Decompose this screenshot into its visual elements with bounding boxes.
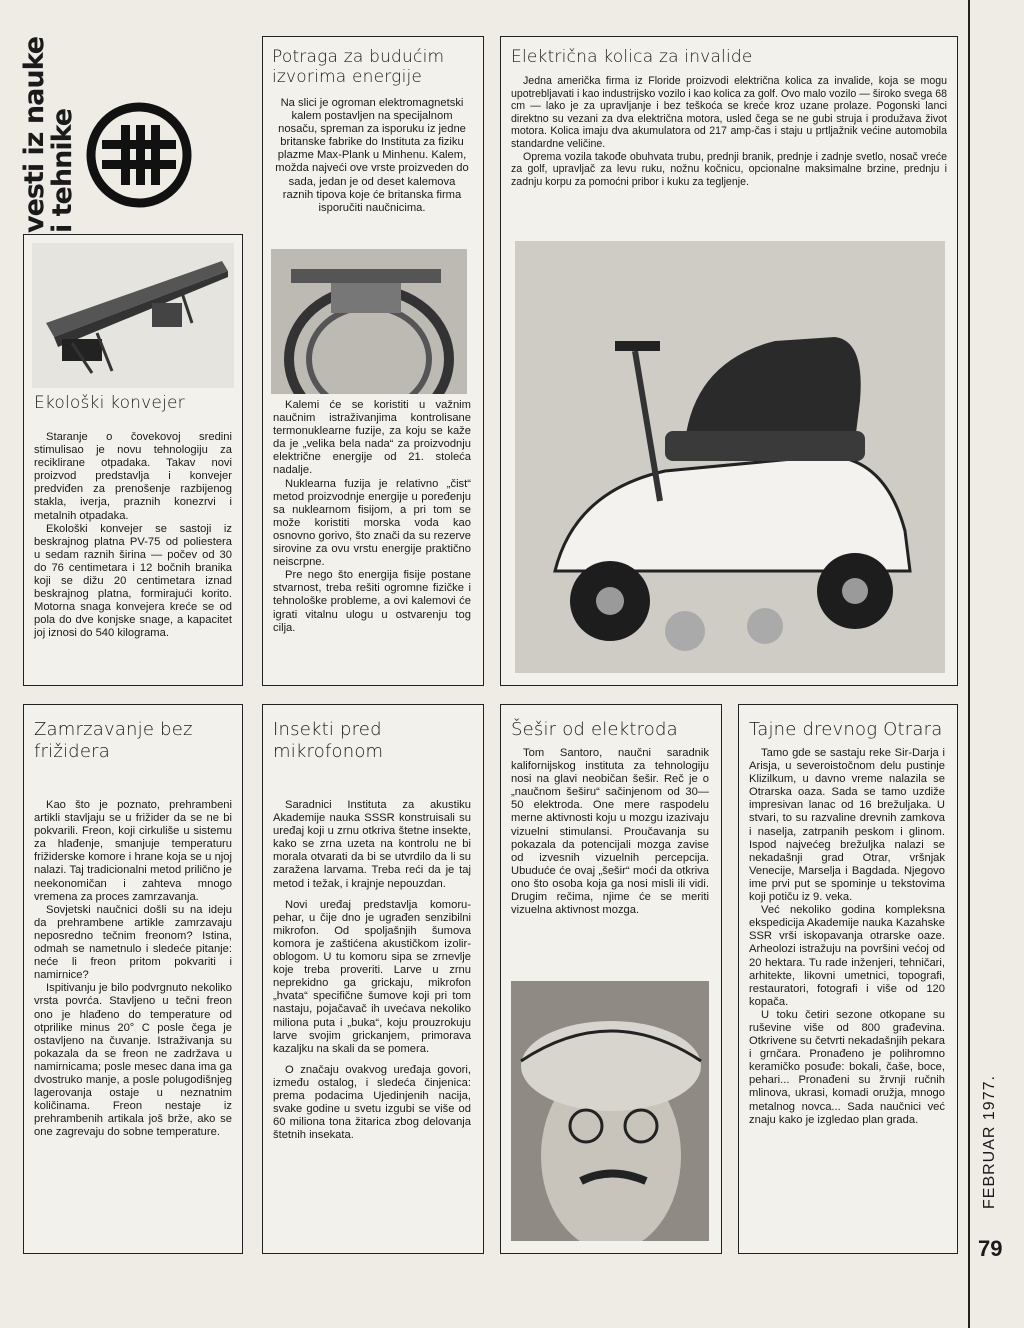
magnet-coil-photo [271, 249, 467, 394]
masthead-text-block [21, 23, 77, 233]
article-izvori-p3: Nuklearna fuzija je relativno „čist“ metod proizvodnje energije u poređenju sa nuklearnom fisijom, a pri tom se može koristiti morska voda kao osnovno gorivo, što znači da su rezerve sirovine za ovu vrstu energije praktično neiscrpne. [273, 477, 471, 569]
wheelchair-illustration-icon [515, 241, 945, 673]
article-kolica [500, 36, 958, 686]
article-izvori-body [273, 399, 471, 635]
article-otrar-p3: U toku četiri sezone otkopane su ruševine više od 800 građevina. Otkrivene su četvrti nekadašnjih pekara i grnčara. Pronađeno je polihromno keramičko posuđe: bokali, čaše, boce, pehari... Pronađeni su žrvnji ručnih mlinova, ukrasi, komadi oružja, mnogo metalnog novca... Sada naučnici već znaju kako je izgledao plan grada. [749, 1008, 945, 1126]
article-kolica-p2: Oprema vozila takođe obuhvata trubu, prednji branik, prednje i zadnje svetlo, nosač vreće za golf, upravljač za levu ruku, nožnu kočnicu, opcionalne maksimalne brzine, prednju i zadnju korpu za pomoćni pribor i kuku za tegljenje. [511, 150, 947, 188]
article-izvori-p2: Kalemi će se koristiti u važnim naučnim istraživanjima kontrolisane termonuklearne fuzije, za koju se kaže da je „velika bela nada“ za proizvodnju električne energije od 21. stoleća nadalje. [273, 399, 471, 477]
article-zamrzavanje [23, 704, 243, 1254]
article-insekti-p1: Saradnici Instituta za akustiku Akademije nauka SSSR konstruisali su uređaj koji u zrnu otkriva štetne insekte, kako se zrna uzeta na kontrolu ne bi morala otvarati da bi se utvrdilo da li su zaražena larvama. Treba reći da je taj metod i težak, i krajnje nepouzdan. [273, 799, 471, 890]
article-insekti-p2: Novi uređaj predstavlja komoru-pehar, u čije dno je ugrađen senzibilni mikrofon. Od spoljašnjih šumova komora je zaštićena akustičkom izolir-oblogom. U tu komoru sipa se zrnevlje koje treba proveriti. Larve u zrnu neprekidno ga grickaju, mikrofon „hvata“ specifične šumove koji pri tom nastaju, pojačavač ih uvećava nekoliko miliona puta i „buka“, koju prouzrokuju larve svojim grickanjem, primorava kazaljku na skali da se pomera. [273, 898, 471, 1055]
issue-date: FEBRUAR 1977. [981, 1075, 998, 1209]
article-otrar-p2: Već nekoliko godina kompleksna ekspedicija Akademije nauka Kazahske SSR vrši iskopavanja otrarske oaze. Arheolozi istražuju na površini većoj od 20 hektara. Tu rade inženjeri, tehničari, arhitekte, likovni umetnici, topografi, restauratori, fotografi i više od 120 kopača. [749, 904, 945, 1008]
article-izvori-p4: Pre nego što energija fisije postane stvarnost, treba rešiti ogromne fizičke i tehnološke probleme, a ovi kalemovi će igrati vitalnu ulogu u ostvarenju tog cilja. [273, 569, 471, 634]
article-otrar-p1: Tamo gde se sastaju reke Sir-Darja i Arisja, u severoistočnom delu pustinje Klizilkum, u davno vreme nalazila se Otrarska oaza. Sada se tamo uzdiže impresivan lanac od 16 brežuljaka. U stvari, to su razvaline drevnih zamkova i naselja, zatrpanih peskom i glinom. Ispod najvećeg brežuljka nalazi se nekadašnji grad Otrar, vršnjak Venecije, Marselja i Bagdada. Njegovo ime prvi put se spominje u tekstovima koji potiču iz 9. veka. [749, 747, 945, 904]
article-kolica-body [511, 75, 947, 188]
article-zamrzavanje-title: Zamrzavanje bez frižidera [34, 719, 193, 762]
page-number: 79 [978, 1236, 1003, 1261]
article-otrar-body [749, 747, 945, 1127]
article-konvejer-p2: Ekološki konvejer se sastoji iz beskrajnog platna PV-75 od poliestera u sedam raznih širina — počev od 30 do 76 centimetara i 12 bočnih branika koji se dižu 20 centimetara iznad beskrajnog platna, formirajući korito. Motorna snaga konvejera kreće se od pola do dve konjske snage, a kapacitet joj iznosi do 540 kilograma. [34, 522, 232, 640]
article-otrar [738, 704, 958, 1254]
article-insekti-p3: O značaju ovakvog uređaja govori, između ostalog, i sledeća činjenica: prema podacima Ujedinjenih nacija, svake godine u svetu izgubi se više od 60 miliona tona žitarica zbog delovanja štetnih insekata. [273, 1063, 471, 1142]
article-sesir-title: Šešir od elektroda [511, 719, 678, 740]
masthead-line1: vesti iz nauke [19, 36, 50, 233]
article-konvejer-body [34, 431, 232, 641]
coil-illustration-icon [271, 249, 467, 394]
article-sesir-p1: Tom Santoro, naučni saradnik kalifornijskog instituta za tehnologiju nosi na glavi neobičan šešir. Reč je o „naučnom šeširu“ sačinjenom od 30—50 elektroda. One mere raspodelu merne aktivnosti koju u mozgu izazivaju vizuelni stimulansi. Proučavanja su pokazala da potencijali mozga zavise od izvesnih vizuelnih percepcija. Ubuduće će ovaj „šešir“ moći da otkriva ono što osoba koja ga nosi misli ili vidi. Drugim rečima, njime će se meriti vizuelna aktivnost mozga. [511, 747, 709, 917]
wheelchair-photo [515, 241, 945, 673]
article-insekti-title: Insekti pred mikrofonom [273, 719, 384, 762]
article-konvejer-p1: Staranje o čovekovoj sredini stimulisao je novu tehnologiju za reciklirane otpadaka. Takav novi proizvod predstavlja i konvejer predviđen za prenošenje razbijenog stakla, iverja, praznih konezrvi i metalnih otpadaka. [34, 431, 232, 522]
conveyor-illustration-icon [32, 243, 234, 388]
conveyor-photo [32, 243, 234, 388]
article-insekti [262, 704, 484, 1254]
article-kolica-p1: Jedna američka firma iz Floride proizvodi električna kolica za invalide, koja se mogu upotrebljavati i kao industrijsko vozilo i kao kolica za golf. Ovo malo vozilo — široko svega 68 cm — lako je za upravljanje i bez teškoća se kreće kroz uzane prolaze. Pogonski lanci direktno su vezani za dva električna motora, usled čega se ne gubi struja i produžava život motora. Kolica imaju dva akumulatora od 217 amp-čas i staju u prtljažnik većine automobila standardne veličine. [511, 75, 947, 150]
tt-emblem-icon [84, 100, 194, 210]
article-izvori-title: Potraga za budućim izvorima energije [272, 47, 445, 87]
article-zamrzavanje-body [34, 799, 232, 1139]
portrait-illustration-icon [511, 981, 709, 1241]
article-izvori [262, 36, 484, 686]
article-sesir [500, 704, 722, 1254]
electrode-hat-photo [511, 981, 709, 1241]
right-margin-rule [968, 0, 970, 1328]
article-zamrzavanje-p1: Kao što je poznato, prehrambeni artikli stavljaju se u frižider da se ne bi pokvarili. Freon, koji cirkuliše u sistemu za hlađenje, smanjuje temperaturu frižiderske komore i hrane koja se u njoj nalazi. Taj tradicionalni metod prilično je neekonomičan i zahteva mnogo vremena za proces zamrzavanja. [34, 799, 232, 903]
article-otrar-title: Tajne drevnog Otrara [749, 719, 943, 740]
article-izvori-p1: Na slici je ogroman elektromagnetski kalem postavljen na specijalnom nosaču, spreman za isporuku iz jedne britanske fabrike do Instituta za fiziku plazme Max-Plank u Minhenu. Kalem, možda najveći ove vrste proizveden do sada, jedan je od deset kalemova raznih tipova koje će britanska firma isporučiti naučnicima. [275, 97, 469, 214]
article-konvejer-title: Ekološki konvejer [34, 393, 185, 413]
article-konvejer [23, 234, 243, 686]
masthead-logo [14, 20, 234, 233]
article-zamrzavanje-p3: Ispitivanju je bilo podvrgnuto nekoliko vrsta povrća. Stavljeno u tečni freon ono je hlađeno do temperature od otprilike minus 20° C posle čega je ostavljeno na čuvanje. Istraživanja su pokazala da se freon ne zadržava u namirnicama; posle mesec dana ima ga dvostruko manje, a posle polugodišnjeg lagerovanja ostaje u neznatnim količinama. Freon nestaje iz prehrambenih artikala još brže, ako se one zagrevaju do sobne temperature. [34, 982, 232, 1139]
article-zamrzavanje-p2: Sovjetski naučnici došli su na ideju da prehrambene artikle zamrzavaju neposredno tečnim freonom? Istina, odmah se nametnulo i sledeće pitanje: neće li freon pritom pokvariti i namirnice? [34, 903, 232, 982]
masthead-line2: i tehnike [47, 108, 78, 233]
article-kolica-title: Električna kolica za invalide [511, 47, 753, 67]
article-insekti-body [273, 799, 471, 1142]
